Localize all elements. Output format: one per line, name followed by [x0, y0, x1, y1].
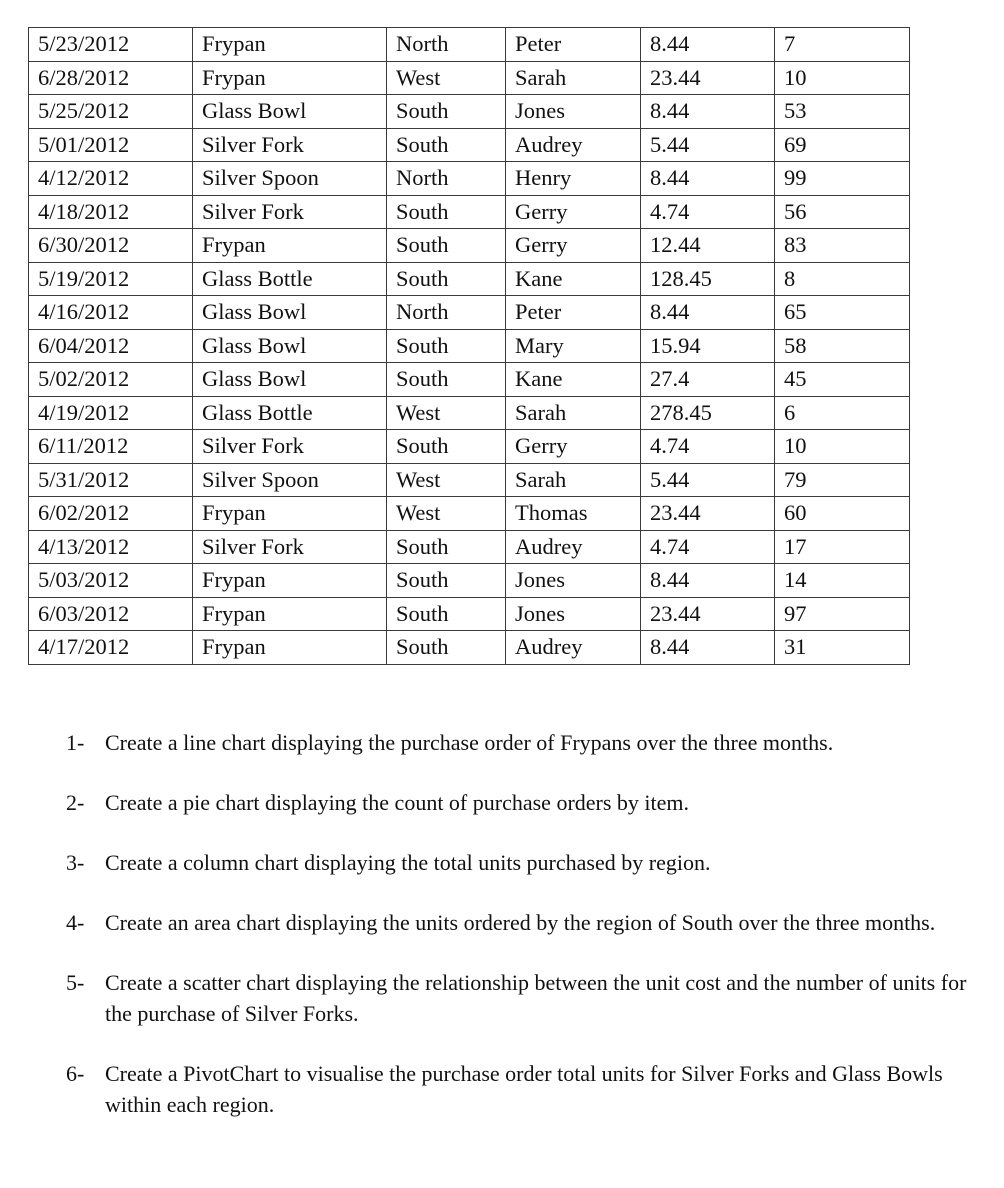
table-row — [29, 296, 910, 330]
rep-cell: Sarah — [506, 463, 641, 497]
rep-cell: Gerry — [506, 430, 641, 464]
task-text: Create an area chart displaying the units ordered by the region of South over the three months. — [105, 910, 936, 935]
unit-cost-cell: 8.44 — [641, 28, 775, 62]
units-cell: 31 — [775, 631, 910, 665]
units-cell: 45 — [775, 363, 910, 397]
table-row — [29, 28, 910, 62]
rep-cell: Audrey — [506, 631, 641, 665]
unit-cost-cell: 8.44 — [641, 564, 775, 598]
table-row — [29, 564, 910, 598]
date-cell: 5/03/2012 — [29, 564, 193, 598]
task-list — [66, 727, 986, 1149]
units-cell: 10 — [775, 430, 910, 464]
region-cell: South — [387, 631, 506, 665]
region-cell: South — [387, 363, 506, 397]
rep-cell: Audrey — [506, 530, 641, 564]
rep-cell: Audrey — [506, 128, 641, 162]
date-cell: 6/04/2012 — [29, 329, 193, 363]
date-cell: 5/31/2012 — [29, 463, 193, 497]
unit-cost-cell: 23.44 — [641, 497, 775, 531]
date-cell: 5/23/2012 — [29, 28, 193, 62]
table-row — [29, 597, 910, 631]
item-cell: Glass Bowl — [193, 363, 387, 397]
region-cell: South — [387, 530, 506, 564]
task-text: Create a line chart displaying the purchase order of Frypans over the three months. — [105, 730, 834, 755]
region-cell: West — [387, 497, 506, 531]
region-cell: South — [387, 564, 506, 598]
units-cell: 6 — [775, 396, 910, 430]
region-cell: South — [387, 95, 506, 129]
task-text: Create a column chart displaying the total units purchased by region. — [105, 850, 711, 875]
task-text: Create a scatter chart displaying the relationship between the unit cost and the number of units for the purchase of Silver Forks. — [105, 970, 967, 1026]
task-number: 1- — [66, 730, 85, 755]
units-cell: 7 — [775, 28, 910, 62]
unit-cost-cell: 128.45 — [641, 262, 775, 296]
table-row — [29, 329, 910, 363]
date-cell: 4/18/2012 — [29, 195, 193, 229]
units-cell: 79 — [775, 463, 910, 497]
table-row — [29, 95, 910, 129]
unit-cost-cell: 5.44 — [641, 463, 775, 497]
item-cell: Glass Bowl — [193, 329, 387, 363]
task-text: Create a pie chart displaying the count of purchase orders by item. — [105, 790, 690, 815]
task-number: 4- — [66, 910, 85, 935]
item-cell: Frypan — [193, 497, 387, 531]
rep-cell: Sarah — [506, 396, 641, 430]
region-cell: South — [387, 262, 506, 296]
sales-data-table — [28, 27, 910, 665]
table-row — [29, 229, 910, 263]
region-cell: South — [387, 597, 506, 631]
table-row — [29, 262, 910, 296]
task-number: 6- — [66, 1061, 85, 1086]
region-cell: North — [387, 296, 506, 330]
units-cell: 97 — [775, 597, 910, 631]
rep-cell: Sarah — [506, 61, 641, 95]
item-cell: Glass Bowl — [193, 296, 387, 330]
rep-cell: Jones — [506, 597, 641, 631]
region-cell: North — [387, 28, 506, 62]
table-row — [29, 195, 910, 229]
table-row — [29, 396, 910, 430]
date-cell: 5/02/2012 — [29, 363, 193, 397]
table-row — [29, 61, 910, 95]
units-cell: 14 — [775, 564, 910, 598]
unit-cost-cell: 4.74 — [641, 530, 775, 564]
rep-cell: Gerry — [506, 195, 641, 229]
region-cell: West — [387, 463, 506, 497]
date-cell: 6/02/2012 — [29, 497, 193, 531]
rep-cell: Henry — [506, 162, 641, 196]
unit-cost-cell: 23.44 — [641, 61, 775, 95]
units-cell: 56 — [775, 195, 910, 229]
region-cell: South — [387, 430, 506, 464]
units-cell: 99 — [775, 162, 910, 196]
table-row — [29, 430, 910, 464]
task-number: 3- — [66, 850, 85, 875]
unit-cost-cell: 5.44 — [641, 128, 775, 162]
unit-cost-cell: 15.94 — [641, 329, 775, 363]
date-cell: 6/28/2012 — [29, 61, 193, 95]
rep-cell: Mary — [506, 329, 641, 363]
unit-cost-cell: 8.44 — [641, 162, 775, 196]
region-cell: South — [387, 195, 506, 229]
unit-cost-cell: 278.45 — [641, 396, 775, 430]
item-cell: Frypan — [193, 229, 387, 263]
units-cell: 60 — [775, 497, 910, 531]
task-number: 5- — [66, 970, 85, 995]
region-cell: West — [387, 396, 506, 430]
item-cell: Silver Fork — [193, 430, 387, 464]
rep-cell: Peter — [506, 28, 641, 62]
date-cell: 5/19/2012 — [29, 262, 193, 296]
item-cell: Frypan — [193, 597, 387, 631]
units-cell: 69 — [775, 128, 910, 162]
date-cell: 5/01/2012 — [29, 128, 193, 162]
item-cell: Glass Bottle — [193, 396, 387, 430]
task-item — [66, 727, 986, 758]
rep-cell: Peter — [506, 296, 641, 330]
task-item — [66, 967, 986, 1029]
region-cell: North — [387, 162, 506, 196]
table-row — [29, 128, 910, 162]
unit-cost-cell: 12.44 — [641, 229, 775, 263]
date-cell: 4/16/2012 — [29, 296, 193, 330]
units-cell: 17 — [775, 530, 910, 564]
item-cell: Glass Bowl — [193, 95, 387, 129]
task-item — [66, 907, 986, 938]
table-row — [29, 463, 910, 497]
units-cell: 10 — [775, 61, 910, 95]
unit-cost-cell: 27.4 — [641, 363, 775, 397]
item-cell: Frypan — [193, 61, 387, 95]
units-cell: 8 — [775, 262, 910, 296]
item-cell: Frypan — [193, 631, 387, 665]
region-cell: West — [387, 61, 506, 95]
task-item — [66, 847, 986, 878]
unit-cost-cell: 8.44 — [641, 631, 775, 665]
unit-cost-cell: 8.44 — [641, 296, 775, 330]
region-cell: South — [387, 229, 506, 263]
units-cell: 83 — [775, 229, 910, 263]
item-cell: Silver Fork — [193, 195, 387, 229]
rep-cell: Gerry — [506, 229, 641, 263]
rep-cell: Jones — [506, 95, 641, 129]
rep-cell: Thomas — [506, 497, 641, 531]
date-cell: 6/11/2012 — [29, 430, 193, 464]
table-row — [29, 530, 910, 564]
task-number: 2- — [66, 790, 85, 815]
date-cell: 6/30/2012 — [29, 229, 193, 263]
unit-cost-cell: 4.74 — [641, 195, 775, 229]
region-cell: South — [387, 128, 506, 162]
date-cell: 4/13/2012 — [29, 530, 193, 564]
table-row — [29, 162, 910, 196]
unit-cost-cell: 4.74 — [641, 430, 775, 464]
table-row — [29, 631, 910, 665]
date-cell: 4/12/2012 — [29, 162, 193, 196]
table-row — [29, 497, 910, 531]
item-cell: Silver Spoon — [193, 162, 387, 196]
units-cell: 58 — [775, 329, 910, 363]
task-item — [66, 787, 986, 818]
item-cell: Silver Fork — [193, 128, 387, 162]
units-cell: 53 — [775, 95, 910, 129]
task-item — [66, 1058, 986, 1120]
item-cell: Frypan — [193, 28, 387, 62]
rep-cell: Jones — [506, 564, 641, 598]
units-cell: 65 — [775, 296, 910, 330]
item-cell: Glass Bottle — [193, 262, 387, 296]
rep-cell: Kane — [506, 262, 641, 296]
item-cell: Frypan — [193, 564, 387, 598]
date-cell: 5/25/2012 — [29, 95, 193, 129]
table-row — [29, 363, 910, 397]
task-text: Create a PivotChart to visualise the purchase order total units for Silver Forks and Glass Bowls within each region. — [105, 1061, 943, 1117]
unit-cost-cell: 8.44 — [641, 95, 775, 129]
unit-cost-cell: 23.44 — [641, 597, 775, 631]
date-cell: 6/03/2012 — [29, 597, 193, 631]
date-cell: 4/19/2012 — [29, 396, 193, 430]
rep-cell: Kane — [506, 363, 641, 397]
date-cell: 4/17/2012 — [29, 631, 193, 665]
item-cell: Silver Fork — [193, 530, 387, 564]
item-cell: Silver Spoon — [193, 463, 387, 497]
region-cell: South — [387, 329, 506, 363]
